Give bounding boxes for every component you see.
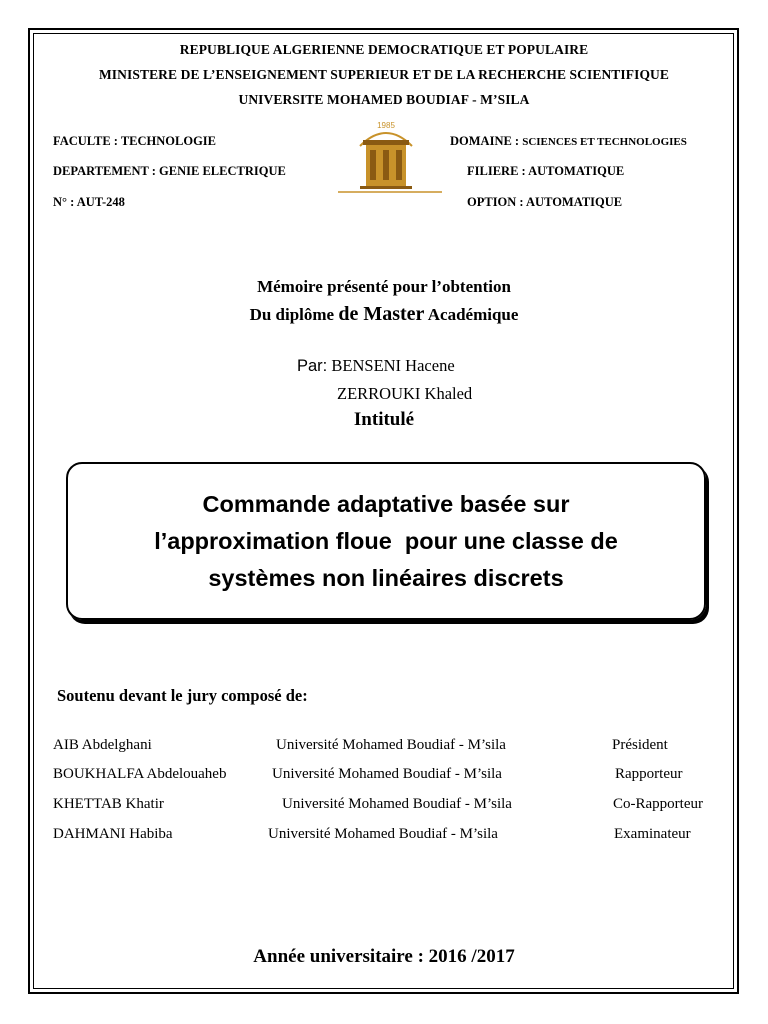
university-logo-icon bbox=[330, 118, 452, 204]
jury-name: DAHMANI Habiba bbox=[53, 826, 173, 842]
jury-affiliation: Université Mohamed Boudiaf - M’sila bbox=[282, 796, 512, 812]
jury-role: Rapporteur bbox=[615, 766, 683, 782]
jury-intro: Soutenu devant le jury composé de: bbox=[57, 686, 308, 705]
republic-heading: REPUBLIQUE ALGERIENNE DEMOCRATIQUE ET POPULAIRE bbox=[179, 42, 589, 57]
ministry-heading: MINISTERE DE L’ENSEIGNEMENT SUPERIEUR ET DE LA RECHERCHE SCIENTIFIQUE bbox=[98, 67, 670, 82]
faculty-label: FACULTE : TECHNOLOGIE bbox=[53, 134, 217, 148]
par-label: Par: bbox=[297, 357, 328, 375]
thesis-title-line-3: systèmes non linéaires discrets bbox=[208, 564, 564, 591]
jury-row bbox=[0, 826, 768, 848]
jury-row bbox=[0, 796, 768, 818]
department-label: DEPARTEMENT : GENIE ELECTRIQUE bbox=[53, 164, 286, 178]
jury-role: Co-Rapporteur bbox=[613, 796, 703, 812]
author-2: ZERROUKI Khaled bbox=[337, 384, 473, 403]
jury-name: AIB Abdelghani bbox=[53, 737, 152, 753]
university-logo bbox=[330, 118, 452, 204]
thesis-title-line-2: l’approximation floue pour une classe de bbox=[154, 527, 618, 554]
jury-name: BOUKHALFA Abdelouaheb bbox=[53, 766, 227, 782]
thesis-title-box bbox=[66, 462, 706, 620]
memoire-line-1: Mémoire présenté pour l’obtention bbox=[257, 277, 511, 296]
memoire-prefix: Du diplôme bbox=[249, 305, 339, 324]
jury-row bbox=[0, 766, 768, 788]
university-heading: UNIVERSITE MOHAMED BOUDIAF - M’SILA bbox=[238, 92, 530, 107]
reference-number: N° : AUT-248 bbox=[53, 195, 125, 209]
memoire-master: de Master bbox=[338, 303, 425, 325]
jury-affiliation: Université Mohamed Boudiaf - M’sila bbox=[276, 737, 506, 753]
jury-affiliation: Université Mohamed Boudiaf - M’sila bbox=[268, 826, 498, 842]
intitule-label: Intitulé bbox=[353, 409, 415, 430]
domain-label-prefix: DOMAINE : bbox=[450, 134, 523, 148]
domain-label bbox=[450, 134, 687, 149]
thesis-title-line-1: Commande adaptative basée sur bbox=[202, 490, 570, 517]
jury-role: Examinateur bbox=[614, 826, 691, 842]
memoire-suffix: Académique bbox=[424, 305, 519, 324]
jury-row bbox=[0, 737, 768, 759]
author-1: BENSENI Hacene bbox=[331, 356, 455, 375]
jury-name: KHETTAB Khatir bbox=[53, 796, 164, 812]
jury-affiliation: Université Mohamed Boudiaf - M’sila bbox=[272, 766, 502, 782]
memoire-line-2 bbox=[0, 303, 768, 326]
author-line-1 bbox=[297, 356, 455, 376]
jury-role: Président bbox=[612, 737, 668, 753]
option-label: OPTION : AUTOMATIQUE bbox=[467, 195, 623, 209]
filiere-label: FILIERE : AUTOMATIQUE bbox=[467, 164, 625, 178]
logo-year: 1985 bbox=[377, 121, 395, 130]
academic-year: Année universitaire : 2016 /2017 bbox=[253, 946, 515, 967]
domain-value: SCIENCES ET TECHNOLOGIES bbox=[522, 136, 687, 148]
